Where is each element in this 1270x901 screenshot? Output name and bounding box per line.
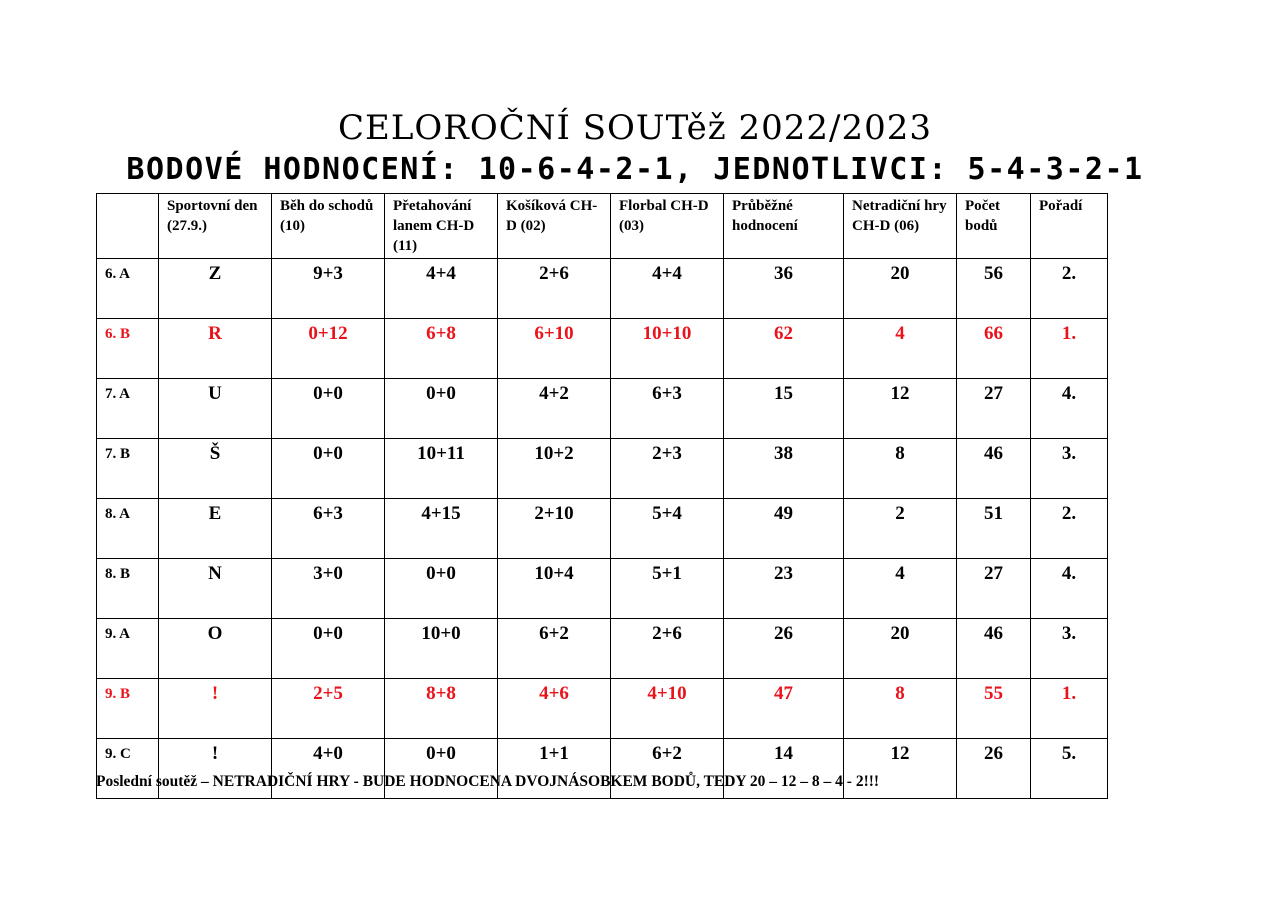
column-header: Průběžné hodnocení (724, 194, 844, 259)
score-cell: 49 (724, 499, 844, 559)
score-cell: 2+6 (498, 259, 611, 319)
column-header: Sportovní den (27.9.) (159, 194, 272, 259)
score-cell: 1. (1031, 319, 1108, 379)
score-cell: 3. (1031, 619, 1108, 679)
score-cell: O (159, 619, 272, 679)
score-cell: 0+0 (272, 439, 385, 499)
class-label: 8. B (97, 559, 159, 619)
score-cell: 9+3 (272, 259, 385, 319)
score-cell: R (159, 319, 272, 379)
score-cell: 0+0 (272, 379, 385, 439)
score-cell: 47 (724, 679, 844, 739)
column-header: Počet bodů (957, 194, 1031, 259)
class-label: 9. C (97, 739, 159, 799)
score-cell: 2 (844, 499, 957, 559)
score-cell: 4 (844, 559, 957, 619)
score-cell: 56 (957, 259, 1031, 319)
score-cell: 27 (957, 379, 1031, 439)
score-cell: 4+4 (385, 259, 498, 319)
score-cell: 2+10 (498, 499, 611, 559)
table-header-row (97, 194, 1108, 259)
table-row (97, 439, 1108, 499)
score-cell: 36 (724, 259, 844, 319)
score-cell: E (159, 499, 272, 559)
score-cell: 6+3 (611, 379, 724, 439)
score-cell: 20 (844, 259, 957, 319)
score-cell: 26 (724, 619, 844, 679)
score-cell: 6+8 (385, 319, 498, 379)
scores-table (96, 193, 1108, 799)
score-cell: 6+10 (498, 319, 611, 379)
column-header: Běh do schodů (10) (272, 194, 385, 259)
table-row (97, 679, 1108, 739)
class-label: 6. A (97, 259, 159, 319)
page-subtitle: BODOVÉ HODNOCENÍ: 10-6-4-2-1, JEDNOTLIVCI: 5-4-3-2-1 (126, 152, 1144, 187)
score-cell: 8 (844, 679, 957, 739)
class-label: 7. A (97, 379, 159, 439)
table-row (97, 319, 1108, 379)
score-cell: 38 (724, 439, 844, 499)
score-cell: Š (159, 439, 272, 499)
column-header: Pořadí (1031, 194, 1108, 259)
class-label: 9. A (97, 619, 159, 679)
score-cell: 62 (724, 319, 844, 379)
score-cell: 46 (957, 619, 1031, 679)
score-cell: 2+6 (611, 619, 724, 679)
score-cell: ! (159, 739, 272, 799)
score-cell: 10+0 (385, 619, 498, 679)
table-row (97, 619, 1108, 679)
table-row (97, 379, 1108, 439)
score-cell: 0+0 (385, 559, 498, 619)
score-cell: 0+0 (272, 619, 385, 679)
score-cell: 6+2 (611, 739, 724, 799)
score-cell: 6+2 (498, 619, 611, 679)
score-cell: 4+10 (611, 679, 724, 739)
class-label: 8. A (97, 499, 159, 559)
score-cell: 26 (957, 739, 1031, 799)
score-cell: 12 (844, 379, 957, 439)
score-cell: 3+0 (272, 559, 385, 619)
score-cell: 10+10 (611, 319, 724, 379)
score-cell: 10+2 (498, 439, 611, 499)
score-cell: 23 (724, 559, 844, 619)
score-cell: 2. (1031, 259, 1108, 319)
score-cell: 10+4 (498, 559, 611, 619)
score-cell: 20 (844, 619, 957, 679)
column-header: Florbal CH-D (03) (611, 194, 724, 259)
score-cell: ! (159, 679, 272, 739)
score-cell: 51 (957, 499, 1031, 559)
score-cell: 4. (1031, 559, 1108, 619)
class-label: 6. B (97, 319, 159, 379)
score-cell: 3. (1031, 439, 1108, 499)
score-cell: 5. (1031, 739, 1108, 799)
score-cell: 4+6 (498, 679, 611, 739)
score-cell: 6+3 (272, 499, 385, 559)
score-cell: 2+5 (272, 679, 385, 739)
table-row (97, 499, 1108, 559)
score-cell: 5+1 (611, 559, 724, 619)
score-cell: 8 (844, 439, 957, 499)
score-cell: 4. (1031, 379, 1108, 439)
score-cell: N (159, 559, 272, 619)
score-cell: 66 (957, 319, 1031, 379)
score-cell: 2. (1031, 499, 1108, 559)
column-header: Košíková CH-D (02) (498, 194, 611, 259)
score-cell: 12 (844, 739, 957, 799)
column-header: Netradiční hry CH-D (06) (844, 194, 957, 259)
score-cell: 0+0 (385, 739, 498, 799)
score-cell: 0+0 (385, 379, 498, 439)
class-label: 9. B (97, 679, 159, 739)
score-cell: 4+0 (272, 739, 385, 799)
score-cell: Z (159, 259, 272, 319)
score-cell: 1+1 (498, 739, 611, 799)
score-cell: 4+15 (385, 499, 498, 559)
page-title: CELOROČNÍ SOUTěž 2022/2023 (338, 108, 932, 148)
class-label: 7. B (97, 439, 159, 499)
table-row (97, 259, 1108, 319)
score-cell: 15 (724, 379, 844, 439)
score-cell: U (159, 379, 272, 439)
score-cell: 4+4 (611, 259, 724, 319)
score-cell: 10+11 (385, 439, 498, 499)
score-cell: 0+12 (272, 319, 385, 379)
score-cell: 14 (724, 739, 844, 799)
score-cell: 2+3 (611, 439, 724, 499)
column-header (97, 194, 159, 259)
score-cell: 4 (844, 319, 957, 379)
table-row (97, 559, 1108, 619)
footnote: Poslední soutěž – NETRADIČNÍ HRY - BUDE HODNOCENA DVOJNÁSOBKEM BODŮ, TEDY 20 – 12 – 8 – 4 - 2!!! (96, 773, 880, 790)
score-cell: 1. (1031, 679, 1108, 739)
score-cell: 5+4 (611, 499, 724, 559)
score-cell: 46 (957, 439, 1031, 499)
score-cell: 8+8 (385, 679, 498, 739)
score-cell: 4+2 (498, 379, 611, 439)
score-cell: 55 (957, 679, 1031, 739)
score-cell: 27 (957, 559, 1031, 619)
column-header: Přetahování lanem CH-D (11) (385, 194, 498, 259)
